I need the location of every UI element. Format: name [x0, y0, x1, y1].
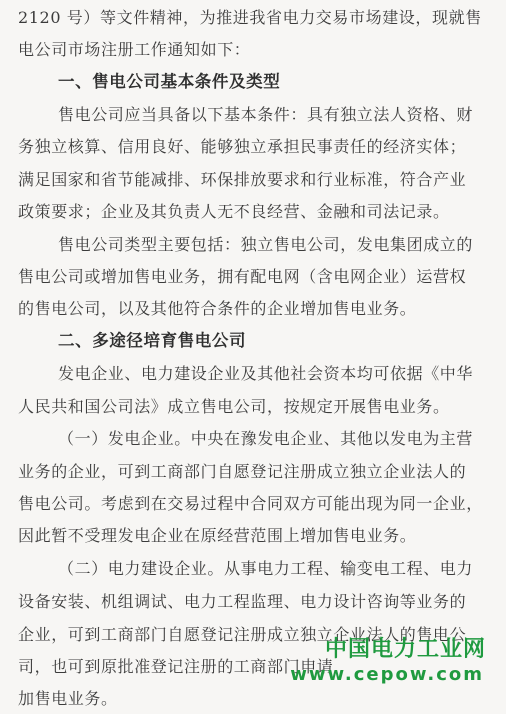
text-line: 加售电业务。 — [18, 689, 118, 708]
text-line: 售电公司。考虑到在交易过程中合同双方可能出现为同一企业， — [18, 494, 483, 513]
text-line: 售电公司应当具备以下基本条件：具有独立法人资格、财 — [58, 105, 474, 124]
text-line: 的售电公司，以及其他符合条件的企业增加售电业务。 — [18, 299, 417, 318]
section-heading-1: 一、售电公司基本条件及类型 — [58, 72, 281, 91]
text-line: 售电公司或增加售电业务，拥有配电网（含电网企业）运营权 — [18, 267, 467, 286]
text-line: （二）电力建设企业。从事电力工程、输变电工程、电力 — [58, 559, 474, 578]
text-line: 因此暂不受理发电企业在原经营范围上增加售电业务。 — [18, 526, 417, 545]
text-line: 司，也可到原批准登记注册的工商部门申请 — [18, 657, 334, 676]
text-line: 业务的企业，可到工商部门自愿登记注册成立独立企业法人的 — [18, 462, 467, 481]
watermark-title: 中国电力工业网 — [324, 637, 486, 662]
text-line: 人民共和国公司法》成立售电公司，按规定开展售电业务。 — [18, 397, 450, 416]
watermark-url: www.cepow.com — [290, 664, 484, 685]
text-line: （一）发电企业。中央在豫发电企业、其他以发电为主营 — [58, 429, 474, 448]
text-line: 务独立核算、信用良好、能够独立承担民事责任的经济实体； — [18, 137, 467, 156]
section-heading-2: 二、多途径培育售电公司 — [58, 331, 247, 350]
text-line: 售电公司类型主要包括：独立售电公司，发电集团成立的 — [58, 235, 474, 254]
text-line: 设备安装、机组调试、电力工程监理、电力设计咨询等业务的 — [18, 592, 467, 611]
text-line: 2120 号）等文件精神，为推进我省电力交易市场建设，现就售 — [18, 8, 482, 27]
text-line: 企业，可到工商部门自愿登记注册成立独立企业法人的售电公 — [18, 625, 467, 644]
text-line: 发电企业、电力建设企业及其他社会资本均可依据《中华 — [58, 364, 474, 383]
text-line: 满足国家和省节能减排、环保排放要求和行业标准，符合产业 — [18, 170, 467, 189]
text-line: 电公司市场注册工作通知如下： — [18, 40, 251, 59]
text-line: 政策要求；企业及其负责人无不良经营、金融和司法记录。 — [18, 202, 450, 221]
